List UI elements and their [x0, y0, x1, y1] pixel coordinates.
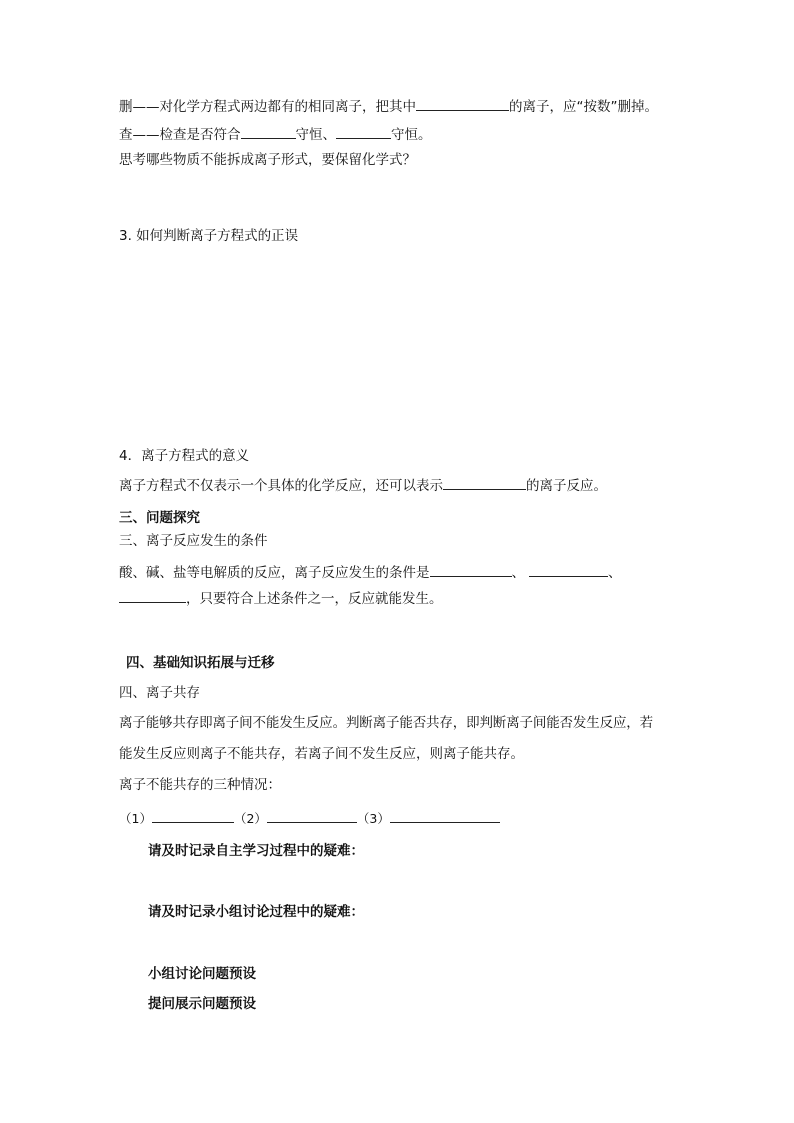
answer-blank[interactable] [416, 96, 509, 111]
meaning-text-end: 的离子反应。 [526, 478, 607, 494]
section-4-subtitle: 四、离子共存 [119, 685, 200, 701]
answer-blank[interactable] [390, 808, 500, 823]
answer-blank[interactable] [529, 562, 608, 577]
delete-step-text-end: 的离子，应“按数”删掉。 [509, 99, 658, 115]
cases-intro: 离子不能共存的三种情况： [119, 777, 281, 793]
answer-blank[interactable] [152, 808, 234, 823]
think-question: 思考哪些物质不能拆成离子形式，要保留化学式？ [119, 152, 416, 168]
conditions-line-2 [119, 588, 443, 608]
answer-blank[interactable] [443, 475, 526, 490]
coexist-para-2: 能发生反应则离子不能共存，若离子间不发生反应，则离子能共存。 [119, 746, 524, 762]
answer-blank[interactable] [336, 124, 391, 139]
section-3-title: 三、问题探究 [119, 510, 200, 526]
heading-3: 3. 如何判断离子方程式的正误 [119, 228, 299, 244]
conditions-text: 酸、碱、盐等电解质的反应，离子反应发生的条件是 [119, 565, 430, 581]
meaning-text: 离子方程式不仅表示一个具体的化学反应，还可以表示 [119, 478, 443, 494]
conditions-sep: 、 [608, 565, 622, 581]
conditions-line [119, 562, 622, 582]
meaning-line [119, 475, 607, 495]
check-step-text-end: 守恒。 [391, 127, 432, 143]
answer-blank[interactable] [119, 588, 186, 603]
case-3-label: （3） [356, 811, 390, 826]
check-step-text: 查——检查是否符合 [119, 127, 241, 143]
note-group-questions: 小组讨论问题预设 [148, 966, 256, 982]
coexist-para-1: 离子能够共存即离子间不能发生反应。判断离子能否共存，即判断离子间能否发生反应，若 [119, 715, 653, 731]
answer-blank[interactable] [241, 124, 296, 139]
conditions-text-end: ，只要符合上述条件之一，反应就能发生。 [186, 591, 443, 607]
heading-4: 4．离子方程式的意义 [119, 448, 250, 464]
check-step-line [119, 124, 432, 144]
section-4-title: 四、基础知识拓展与迁移 [126, 655, 275, 671]
delete-step-line [119, 96, 658, 116]
answer-blank[interactable] [267, 808, 357, 823]
check-step-text-mid: 守恒、 [295, 127, 336, 143]
note-group-discussion: 请及时记录小组讨论过程中的疑难： [148, 904, 364, 920]
answer-blank[interactable] [430, 562, 512, 577]
note-presentation-questions: 提问展示问题预设 [148, 996, 256, 1012]
delete-step-text: 删——对化学方程式两边都有的相同离子，把其中 [119, 99, 416, 115]
section-3-subtitle: 三、离子反应发生的条件 [119, 533, 268, 549]
conditions-sep: 、 [511, 565, 525, 581]
cases-line [119, 808, 500, 828]
case-2-label: （2） [233, 811, 267, 826]
case-1-label: （1） [119, 811, 152, 826]
note-self-study: 请及时记录自主学习过程中的疑难： [148, 843, 364, 859]
